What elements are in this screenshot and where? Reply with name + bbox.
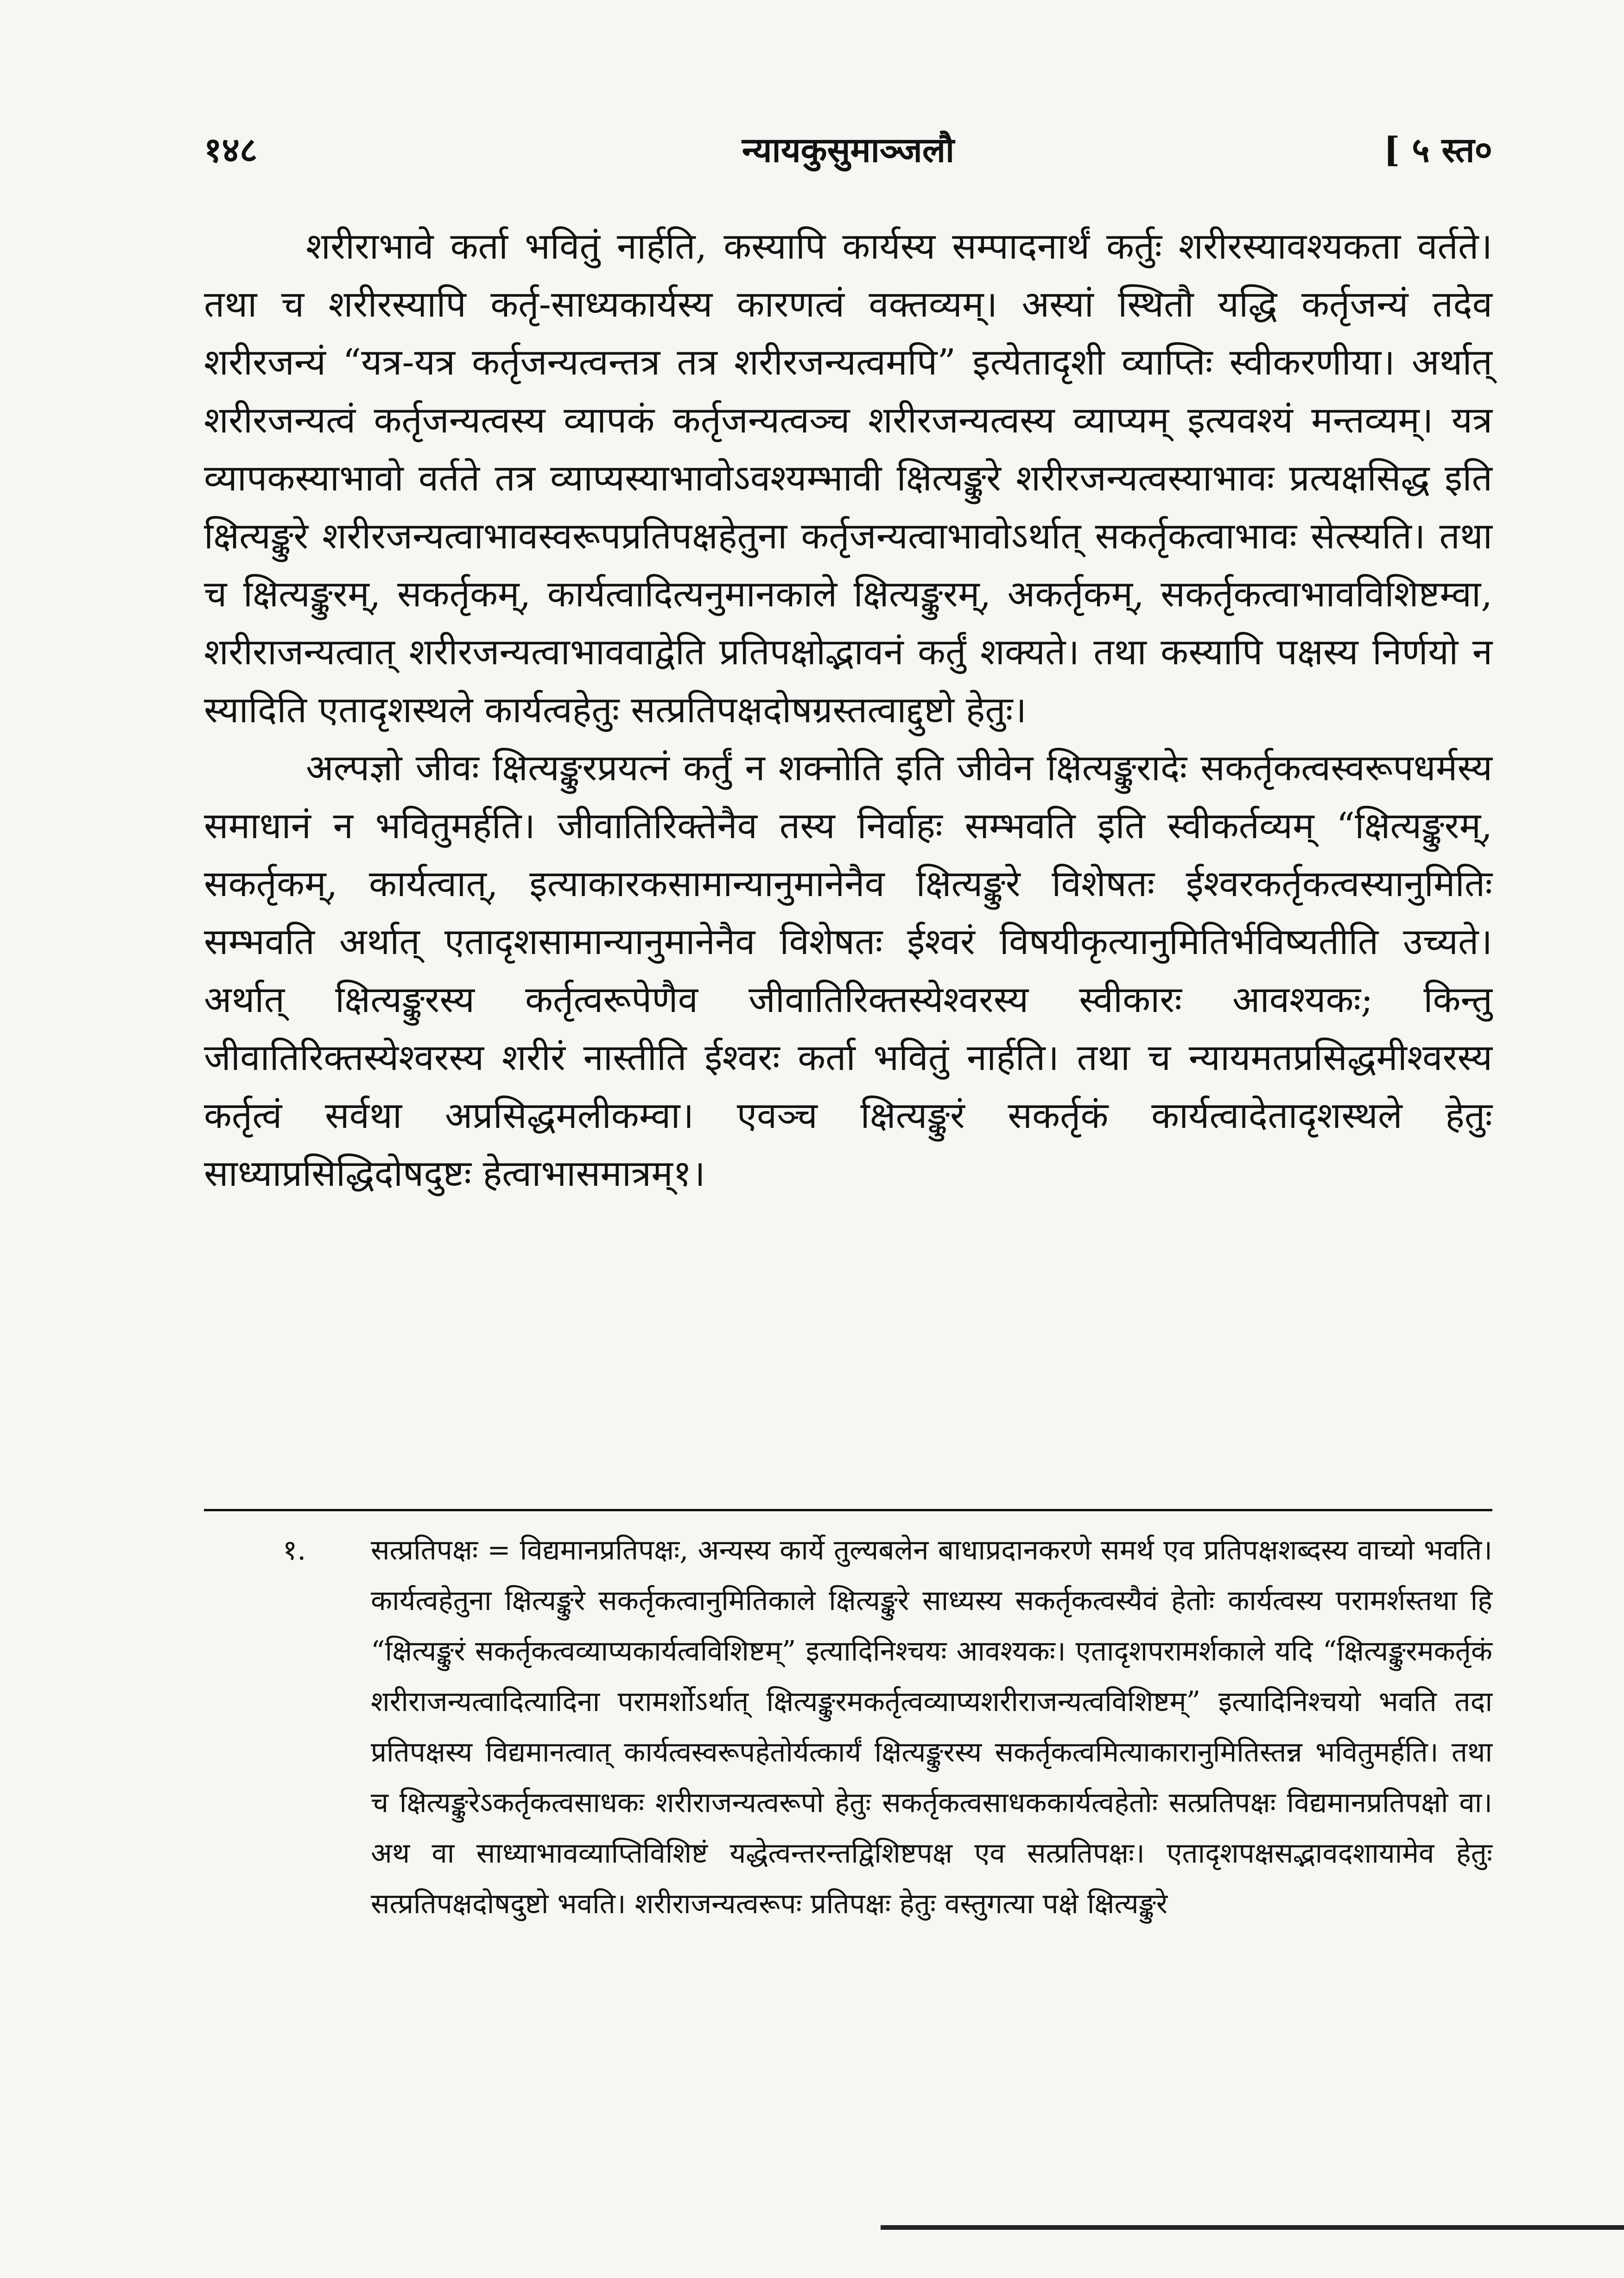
main-text	[204, 218, 1492, 1203]
paragraph: शरीराभावे कर्ता भवितुं नार्हति, कस्यापि कार्यस्य सम्पादनार्थं कर्तुः शरीरस्यावश्यकता वर्तते। तथा च शरीरस्यापि कर्तृ-साध्यकार्यस्य कारणत्वं वक्तव्यम्। अस्यां स्थितौ यद्धि कर्तृजन्यं तदेव शरीरजन्यं “यत्र-यत्र कर्तृजन्यत्वन्तत्र तत्र शरीरजन्यत्वमपि” इत्येतादृशी व्याप्तिः स्वीकरणीया। अर्थात् शरीरजन्यत्वं कर्तृजन्यत्वस्य व्यापकं कर्तृजन्यत्वञ्च शरीरजन्यत्वस्य व्याप्यम् इत्यवश्यं मन्तव्यम्। यत्र व्यापकस्याभावो वर्तते तत्र व्याप्यस्याभावोऽवश्यम्भावी क्षित्यङ्कुरे शरीरजन्यत्वस्याभावः प्रत्यक्षसिद्ध इति क्षित्यङ्कुरे शरीरजन्यत्वाभावस्वरूपप्रतिपक्षहेतुना कर्तृजन्यत्वाभावोऽर्थात् सकर्तृकत्वाभावः सेत्स्यति। तथा च क्षित्यङ्कुरम्, सकर्तृकम्, कार्यत्वादित्यनुमानकाले क्षित्यङ्कुरम्, अकर्तृकम्, सकर्तृकत्वाभावविशिष्टम्वा, शरीराजन्यत्वात् शरीरजन्यत्वाभाववाद्वेति प्रतिपक्षोद्भावनं कर्तुं शक्यते। तथा कस्यापि पक्षस्य निर्णयो न स्यादिति एतादृशस्थले कार्यत्वहेतुः सत्प्रतिपक्षदोषग्रस्तत्वाद्दुष्टो हेतुः।	[204, 226, 1492, 731]
footnote-divider	[204, 1509, 1492, 1511]
running-title: न्यायकुसुमाञ्जलौ	[742, 130, 955, 170]
page-header	[204, 125, 1492, 176]
footnote	[218, 1525, 1492, 1929]
paragraph: अल्पज्ञो जीवः क्षित्यङ्कुरप्रयत्नं कर्तुं न शक्नोति इति जीवेन क्षित्यङ्कुरादेः सकर्तृकत्वस्वरूपधर्मस्य समाधानं न भवितुमर्हति। जीवातिरिक्तेनैव तस्य निर्वाहः सम्भवति इति स्वीकर्तव्यम् “क्षित्यङ्कुरम्, सकर्तृकम्, कार्यत्वात्, इत्याकारकसामान्यानुमानेनैव क्षित्यङ्कुरे विशेषतः ईश्वरकर्तृकत्वस्यानुमितिः सम्भवति अर्थात् एतादृशसामान्यानुमानेनैव विशेषतः ईश्वरं विषयीकृत्यानुमितिर्भविष्यतीति उच्यते। अर्थात् क्षित्यङ्कुरस्य कर्तृत्वरूपेणैव जीवातिरिक्तस्येश्वरस्य स्वीकारः आवश्यकः; किन्तु जीवातिरिक्तस्येश्वरस्य शरीरं नास्तीति ईश्वरः कर्ता भवितुं नार्हति। तथा च न्यायमतप्रसिद्धमीश्वरस्य कर्तृत्वं सर्वथा अप्रसिद्धमलीकम्वा। एवञ्च क्षित्यङ्कुरं सकर्तृकं कार्यत्वादेतादृशस्थले हेतुः साध्याप्रसिद्धिदोषदुष्टः हेत्वाभासमात्रम्१।	[204, 747, 1492, 1195]
page-edge-line	[881, 2225, 1624, 2230]
section-marker: [ ५ स्त०	[1383, 130, 1492, 170]
page-number: १४८	[204, 130, 258, 170]
footnote-number: १.	[283, 1534, 306, 1566]
footnote-text: सत्प्रतिपक्षः = विद्यमानप्रतिपक्षः, अन्यस्य कार्ये तुल्यबलेन बाधाप्रदानकरणे समर्थ एव प्रतिपक्षशब्दस्य वाच्यो भवति। कार्यत्वहेतुना क्षित्यङ्कुरे सकर्तृकत्वानुमितिकाले क्षित्यङ्कुरे साध्यस्य सकर्तृकत्वस्यैवं हेतोः कार्यत्वस्य परामर्शस्तथा हि “क्षित्यङ्कुरं सकर्तृकत्वव्याप्यकार्यत्वविशिष्टम्” इत्यादिनिश्चयः आवश्यकः। एतादृशपरामर्शकाले यदि “क्षित्यङ्कुरमकर्तृकं शरीराजन्यत्वादित्यादिना परामर्शोऽर्थात् क्षित्यङ्कुरमकर्तृत्वव्याप्यशरीराजन्यत्वविशिष्टम्” इत्यादिनिश्चयो भवति तदा प्रतिपक्षस्य विद्यमानत्वात् कार्यत्वस्वरूपहेतोर्यत्कार्यं क्षित्यङ्कुरस्य सकर्तृकत्वमित्याकारानुमितिस्तन्न भवितुमर्हति। तथा च क्षित्यङ्कुरेऽकर्तृकत्वसाधकः शरीराजन्यत्वरूपो हेतुः सकर्तृकत्वसाधककार्यत्वहेतोः सत्प्रतिपक्षः विद्यमानप्रतिपक्षो वा। अथ वा साध्याभावव्याप्तिविशिष्टं यद्धेत्वन्तरन्तद्विशिष्टपक्ष एव सत्प्रतिपक्षः। एतादृशपक्षसद्भावदशायामेव हेतुः सत्प्रतिपक्षदोषदुष्टो भवति। शरीराजन्यत्वरूपः प्रतिपक्षः हेतुः वस्तुगत्या पक्षे क्षित्यङ्कुरे	[371, 1534, 1492, 1920]
